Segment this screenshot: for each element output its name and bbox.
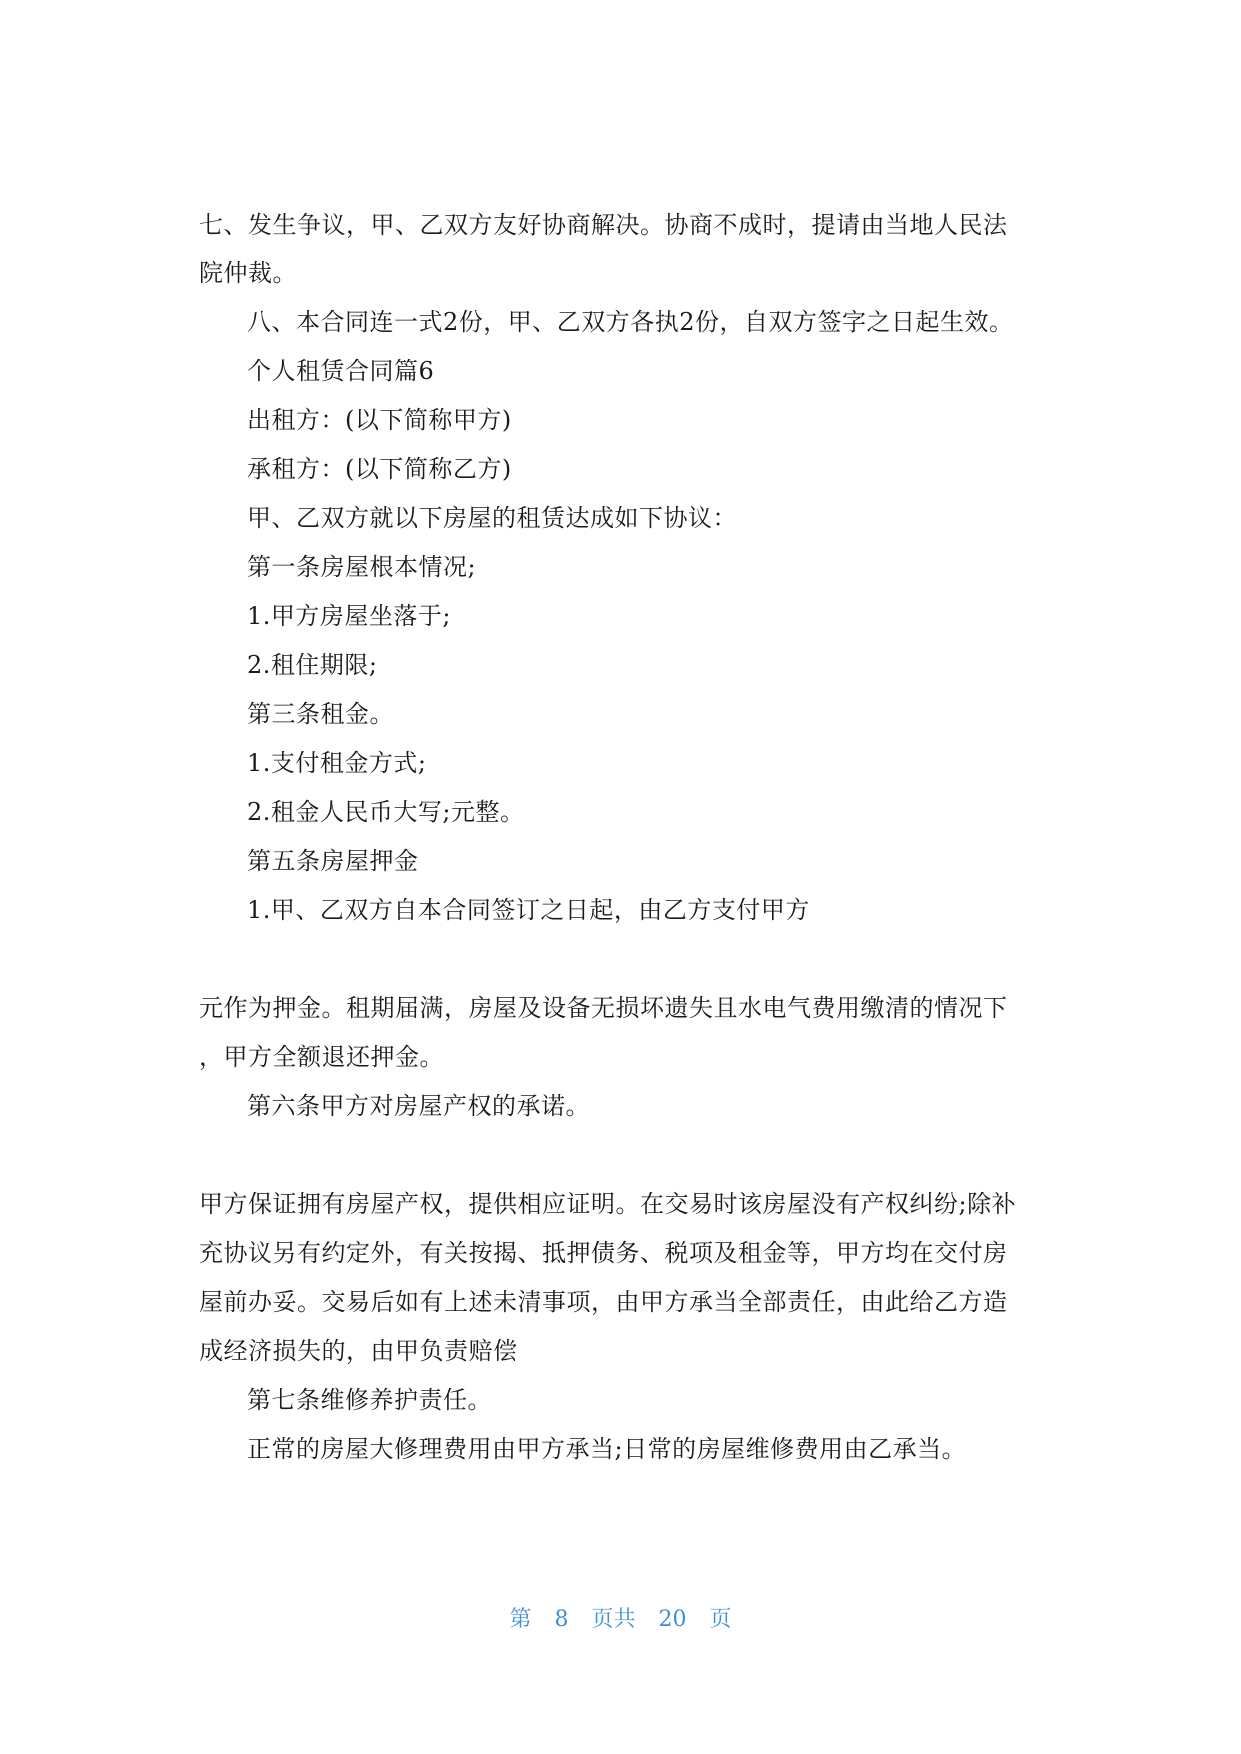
paragraph-line: 成经济损失的，由甲负责赔偿 [199,1337,518,1365]
paragraph-line: ，甲方全额退还押金。 [199,1043,444,1071]
paragraph-line: 甲方保证拥有房屋产权，提供相应证明。在交易时该房屋没有产权纠纷;除补 [199,1190,1017,1218]
paragraph-line: 充协议另有约定外，有关按揭、抵押债务、税项及租金等，甲方均在交付房 [199,1239,1008,1267]
paragraph-line: 八、本合同连一式2份，甲、乙双方各执2份，自双方签字之日起生效。 [247,308,1014,336]
page-number-footer [0,1602,1241,1633]
paragraph-line: 七、发生争议，甲、乙双方友好协商解决。协商不成时，提请由当地人民法 [199,211,1008,239]
total-pages-number: 20 [658,1607,687,1632]
list-item: 1.甲、乙双方自本合同签订之日起，由乙方支付甲方 [247,896,810,924]
list-item: 2.租住期限; [247,651,378,679]
clause-heading: 第六条甲方对房屋产权的承诺。 [247,1092,590,1120]
footer-middle: 页共 [591,1607,636,1632]
current-page-number: 8 [554,1607,569,1632]
paragraph-line: 元作为押金。租期届满，房屋及设备无损坏遗失且水电气费用缴清的情况下 [199,994,1008,1022]
list-item: 1.支付租金方式; [247,749,427,777]
clause-heading: 第七条维修养护责任。 [247,1386,492,1414]
section-heading: 个人租赁合同篇6 [247,357,435,385]
paragraph-line: 甲、乙双方就以下房屋的租赁达成如下协议： [247,504,737,532]
clause-heading: 第一条房屋根本情况; [247,553,477,581]
list-item: 2.租金人民币大写;元整。 [247,798,525,826]
footer-suffix: 页 [709,1607,732,1632]
paragraph-line: 院仲裁。 [199,259,297,287]
paragraph-line: 正常的房屋大修理费用由甲方承当;日常的房屋维修费用由乙承当。 [247,1435,967,1463]
paragraph-line: 出租方：(以下简称甲方) [247,406,512,434]
clause-heading: 第三条租金。 [247,700,394,728]
paragraph-line: 承租方：(以下简称乙方) [247,455,512,483]
clause-heading: 第五条房屋押金 [247,847,419,875]
paragraph-line: 屋前办妥。交易后如有上述未清事项，由甲方承当全部责任，由此给乙方造 [199,1288,1008,1316]
list-item: 1.甲方房屋坐落于; [247,602,451,630]
footer-prefix: 第 [509,1607,532,1632]
